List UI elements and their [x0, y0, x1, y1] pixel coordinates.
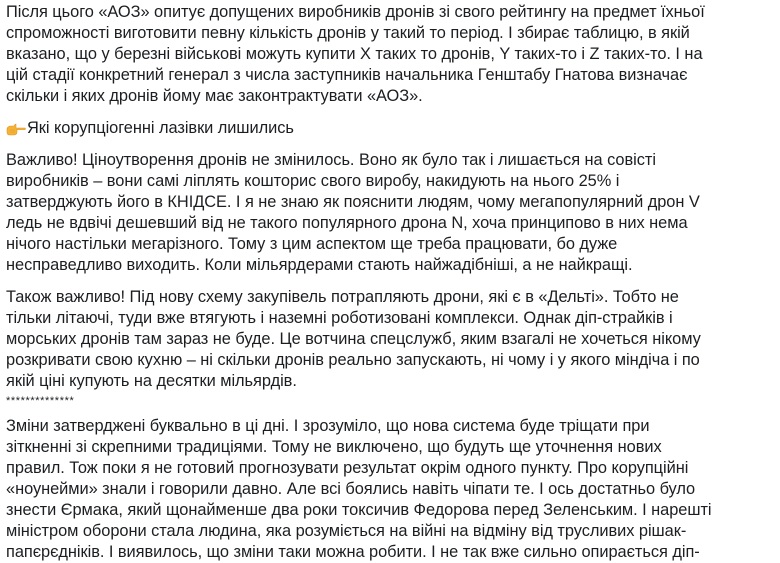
text-line: цій стадії конкретний генерал з числа заступників начальника Генштабу Гнатова визначає	[6, 66, 688, 84]
text-line: скільки і яких дронів йому має законтрактувати «АОЗ».	[6, 87, 423, 105]
text-line: Зміни затверджені буквально в ці дні. І зрозуміло, що нова система буде тріщати при	[6, 417, 650, 435]
paragraph-gap	[6, 107, 774, 118]
text-line: виробників – вони самі ліплять кошторис свого виробу, накидують на нього 25% і	[6, 172, 620, 190]
text-line: Також важливо! Під нову схему закупівель потрапляють дрони, які є в «Дельті». Тобто не	[6, 288, 679, 306]
pointing-hand-icon	[6, 121, 26, 137]
text-line: Після цього «АОЗ» опитує допущених виробників дронів зі свого рейтингу на предмет їхньої	[6, 3, 705, 21]
text-line: «ноунейми» знали і говорили давно. Але всі боялись навіть чіпати те. І ось достатньо було	[6, 480, 696, 498]
text-line: вказано, що у березні військові можуть купити X таких то дронів, Y таких-то і Z таких-то. І на	[6, 45, 703, 63]
text-line: міністром оборони стала людина, яка розуміється на війні на відміну від трусливих рішак-	[6, 522, 687, 540]
text-line: Важливо! Ціноутворення дронів не змінилось. Воно як було так і лишається на совісті	[6, 151, 656, 169]
paragraph-aoz-survey	[6, 0, 774, 107]
text-line: правил. Тож поки я не готовий прогнозувати результат окрім одного пункту. Про корупційні	[6, 459, 689, 477]
text-line: затверджують його в КНІДСЕ. І я не знаю як пояснити людям, чому мегапопулярний дрон V	[6, 193, 700, 211]
text-line: морських дронів там зараз не буде. Це вотчина спецслужб, яким взагалі не хочеться нікому	[6, 330, 701, 348]
text-line: папєрєдніків. І виявилось, що зміни таки можна робити. І не так вже сильно опирається діп-	[6, 543, 700, 561]
text-line: розкривати свою кухню – ні скільки дронів реально запускають, ні чому і у якого міндіча і по	[6, 351, 700, 369]
text-line: знести Єрмака, який щонайменше два роки токсичив Федорова перед Зеленським. І нарешті	[6, 501, 712, 519]
section-heading-text: Які корупціогенні лазівки лишились	[27, 119, 294, 137]
section-heading	[6, 118, 774, 139]
text-line: спроможності виготовити певну кількість дронів у такий то період. І збирає таблицю, в якій	[6, 24, 690, 42]
separator-stars: **************	[6, 395, 75, 407]
paragraph-gap	[6, 139, 774, 150]
text-line: несправедливо виходить. Коли мільярдерами стають найжадібніші, а не найкращі.	[6, 256, 633, 274]
paragraph-gap	[6, 276, 774, 287]
text-line: нічого настільки мегарізного. Тому з цим аспектом ще треба працювати, бо дуже	[6, 235, 618, 253]
text-line: якій ціні купують на десятки мільярдів.	[6, 372, 297, 390]
paragraph-changes	[6, 416, 774, 563]
text-line: зіткненні зі скрепними традиціями. Тому не виключено, що будуть ще уточнення нових	[6, 438, 662, 456]
text-line: тільки літаючі, туди вже втягують і наземні роботизовані комплекси. Однак діп-страйків і	[6, 309, 673, 327]
paragraph-pricing	[6, 150, 774, 276]
paragraph-delta	[6, 287, 774, 410]
text-line: ледь не вдвічі дешевший від не такого популярного дрона N, хоча принципово в них нема	[6, 214, 688, 232]
